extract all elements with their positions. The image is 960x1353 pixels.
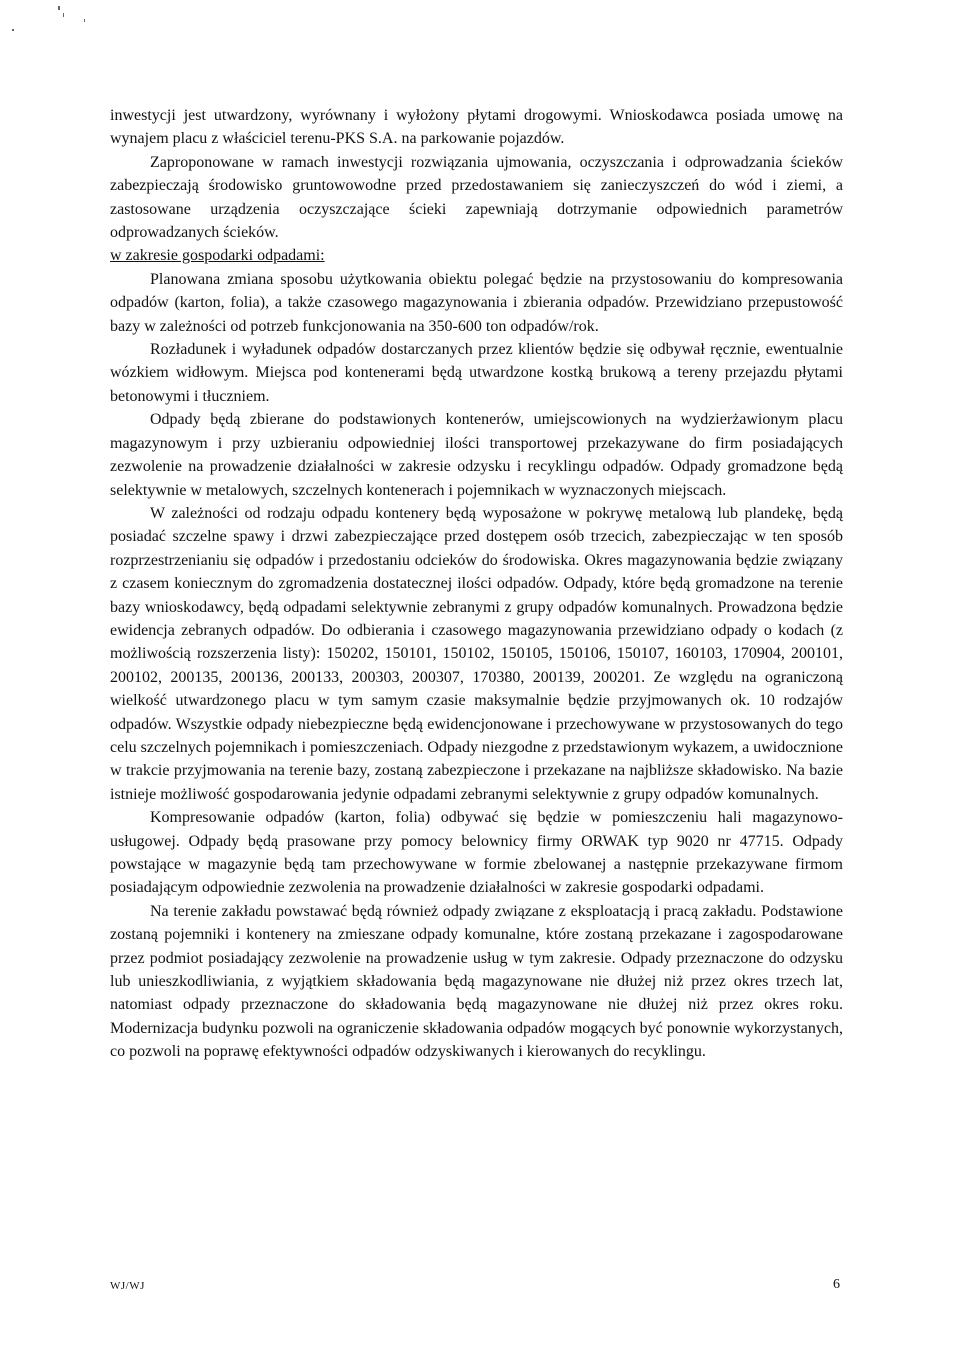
- paragraph: Rozładunek i wyładunek odpadów dostarczanych przez klientów będzie się odbywał ręcznie, ewentualnie wózkiem widłowym. Miejsca pod kontenerami będą utwardzone kostką brukową a tereny przejazdu płytami betonowymi i tłuczniem.: [110, 341, 843, 405]
- paragraph: Na terenie zakładu powstawać będą również odpady związane z eksploatacją i pracą zakładu. Podstawione zostaną pojemniki i kontenery na zmieszane odpady komunalne, które zostaną przekazane i zagospodarowane przez podmiot posiadający zezwolenie na prowadzenie usług w tym zakresie. Odpady przeznaczone do odzysku lub unieszkodliwiania, z wyjątkiem składowania będą magazynowane nie dłużej niż przez okres trzech lat, natomiast odpady przeznaczone do składowania będą magazynowane nie dłużej niż przez okres roku. Modernizacja budynku pozwoli na ograniczenie składowania odpadów mogących być ponownie wykorzystanych, co pozwoli na poprawę efektywności odpadów odzyskiwanych i kierowanych do recyklingu.: [110, 902, 843, 1061]
- paragraph: Odpady będą zbierane do podstawionych kontenerów, umiejscowionych na wydzierżawionym placu magazynowym i przy uzbieraniu odpowiedniej ilości transportowej przekazywane do firm posiadających zezwolenie na prowadzenie działalności w zakresie odzysku i recyklingu odpadów. Odpady gromadzone będą selektywnie w metalowych, szczelnych kontenerach i pojemnikach w wyznaczonych miejscach.: [110, 411, 843, 499]
- scan-speck: [84, 19, 85, 22]
- scan-speck: [12, 29, 14, 31]
- scan-speck: [58, 6, 60, 10]
- paragraph: inwestycji jest utwardzony, wyrównany i wyłożony płytami drogowymi. Wnioskodawca posiada umowę na wynajem placu z właściciel terenu-PKS S.A. na parkowanie pojazdów.: [110, 107, 843, 148]
- section-heading: w zakresie gospodarki odpadami:: [110, 247, 325, 265]
- page-number: 6: [833, 1277, 840, 1292]
- paragraph: W zależności od rodzaju odpadu kontenery będą wyposażone w pokrywę metalową lub plandekę, będą posiadać szczelne spawy i drzwi zabezpieczające przed dostępem osób trzecich, zabezpieczając w ten sposób rozprzestrzenianiu się odpadów i przedostaniu odcieków do środowiska. Okres magazynowania będzie związany z czasem koniecznym do zgromadzenia dostatecznej ilości odpadów. Odpady, które będą gromadzone na terenie bazy wnioskodawcy, będą odpadami selektywnie zebranymi z grupy odpadów komunalnych. Prowadzona będzie ewidencja zebranych odpadów. Do odbierania i czasowego magazynowania przewidziano odpady o kodach (z możliwością rozszerzenia listy): 150202, 150101, 150102, 150105, 150106, 150107, 160103, 170904, 200101, 200102, 200135, 200136, 200133, 200303, 200307, 170380, 200139, 200201. Ze względu na ograniczoną wielkość utwardzonego placu w tym samym czasie maksymalnie będzie przyjmowanych ok. 10 rodzajów odpadów. Wszystkie odpady niebezpieczne będą ewidencjonowane i przechowywane w przystosowanych do tego celu szczelnych pojemnikach i pomieszczeniach. Odpady niezgodne z przedstawionym wykazem, a uwidocznione w trakcie przyjmowania na terenie bazy, zostaną zabezpieczone i przekazane na najbliższe składowisko. Na bazie istnieje możliwość gospodarowania jedynie odpadami zebranymi selektywnie z grupy odpadów komunalnych.: [110, 504, 843, 803]
- paragraph: Zaproponowane w ramach inwestycji rozwiązania ujmowania, oczyszczania i odprowadzania ścieków zabezpieczają środowisko gruntowowodne przed przedostawaniem się zanieczyszczeń do wód i ziemi, a zastosowane urządzenia oczyszczające ścieki zapewniają dotrzymanie odpowiednich parametrów odprowadzanych ścieków.: [110, 153, 843, 242]
- footer-initials: WJ/WJ: [110, 1280, 145, 1292]
- scan-speck: [63, 13, 64, 17]
- paragraph: Kompresowanie odpadów (karton, folia) odbywać się będzie w pomieszczeniu hali magazynowo-usługowej. Odpady będą prasowane przy pomocy belownicy firmy ORWAK typ 9020 nr 47715. Odpady powstające w magazynie będą tam przechowywane w formie zbelowanej a następnie przekazywane firmom posiadającym odpowiednie zezwolenia na prowadzenie działalności w zakresie gospodarki odpadami.: [110, 809, 843, 897]
- document-body: [110, 104, 843, 1064]
- paragraph: Planowana zmiana sposobu użytkowania obiektu polegać będzie na przystosowaniu do kompresowania odpadów (karton, folia), a także czasowego magazynowania i zbierania odpadów. Przewidziano przepustowość bazy w zależności od potrzeb funkcjonowania na 350-600 ton odpadów/rok.: [110, 270, 843, 335]
